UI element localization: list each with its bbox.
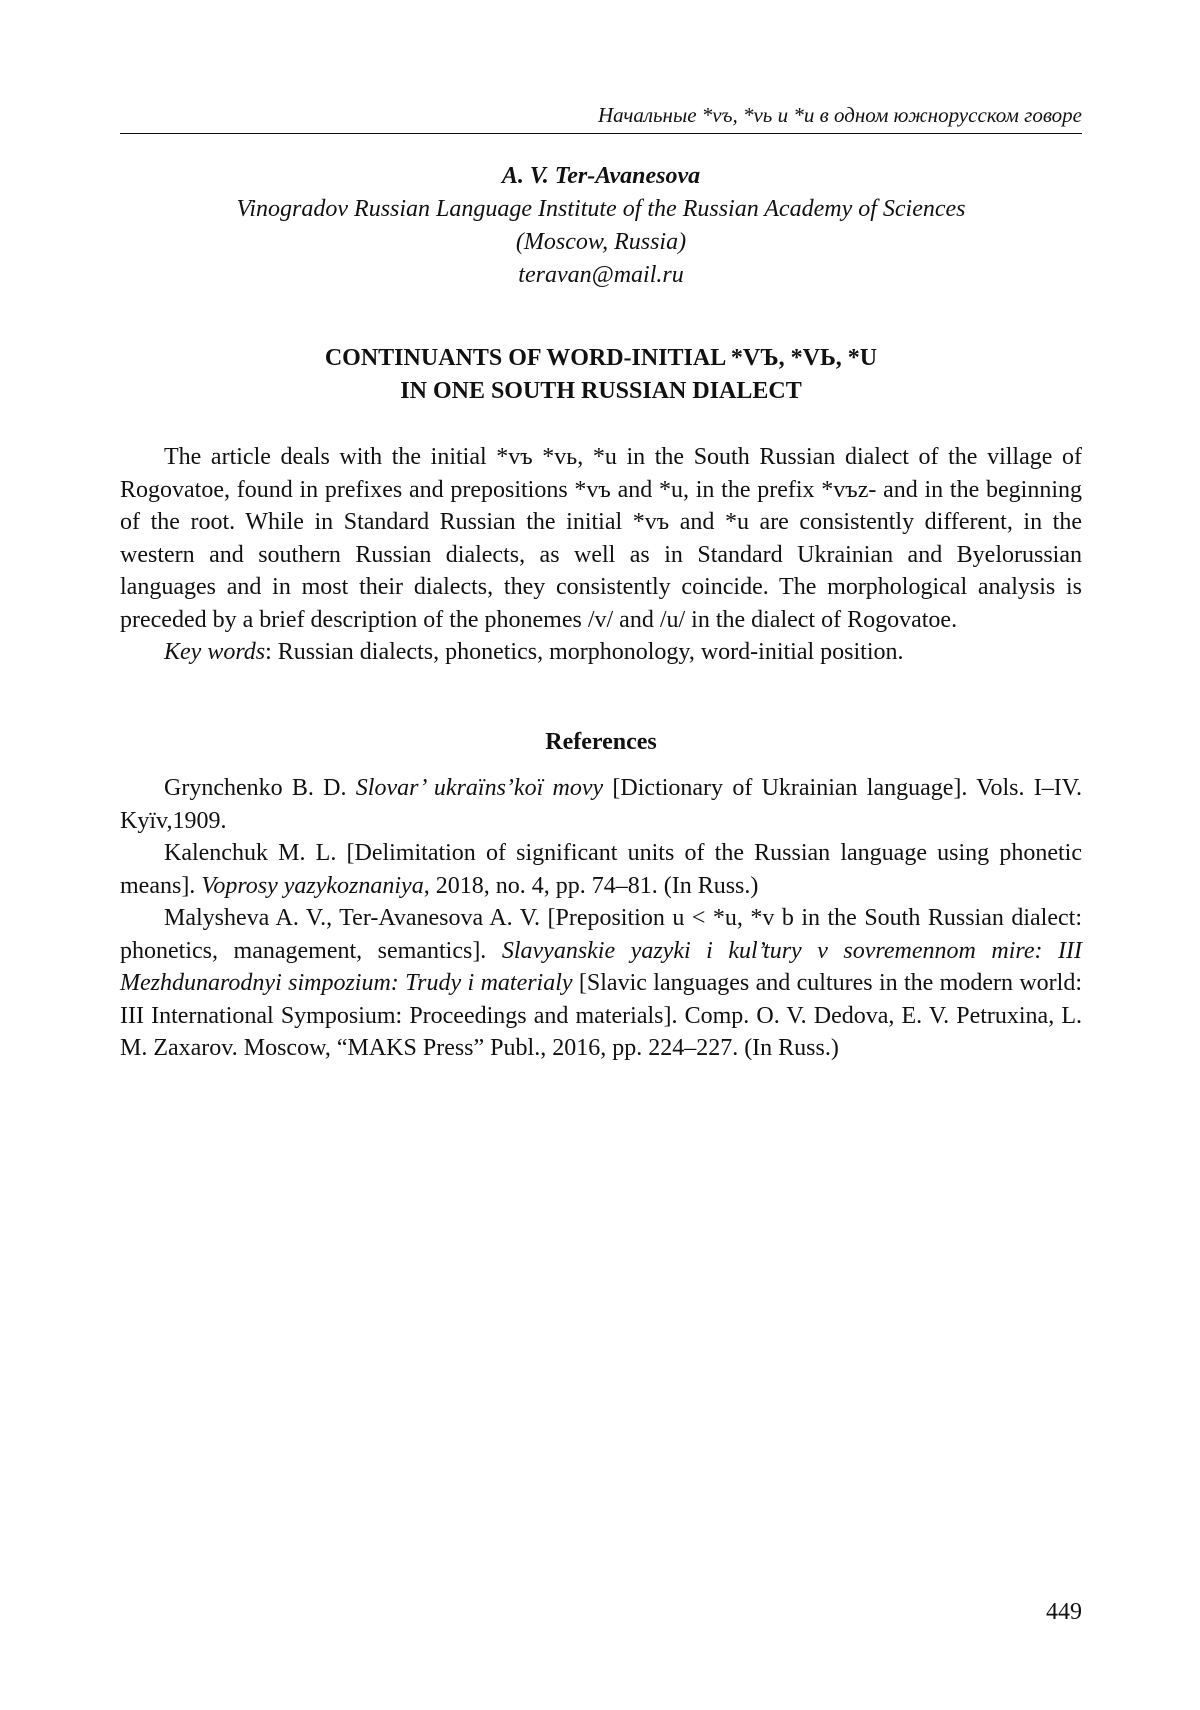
keywords-label: Key words [164, 639, 266, 665]
keywords-text: : Russian dialects, phonetics, morphonology, word-initial position. [265, 639, 904, 665]
reference-text: [Dictionary of Ukrainian language]. Vols. I–IV. Kyïv,1909. [120, 775, 1083, 834]
reference-text: Kalenchuk M. L. [Delimitation of significant units of the Russian language using phonetic means]. [120, 840, 1082, 899]
reference-text: [Slavic languages and cultures in the modern world: III International Symposium: Proceedings and materials]. Comp. O. V. Dedova, E. V. Petruxina, L. M. Zaxarov. Moscow, “MAKS Press” Publ., 2016, pp. 224–227. (In Russ.) [120, 970, 1083, 1061]
author-name: A. V. Ter-Avanesova [501, 163, 701, 189]
reference-text: , 2018, no. 4, pp. 74–81. (In Russ.) [423, 872, 759, 899]
abstract-text: The article deals with the initial *vъ *vь, *u in the South Russian dialect of the village of Rogovatoe, found in prefixes and prepositions *vъ and *u, in the prefix *vъz- and in the beginning of the root. While in Standard Russian the initial *vъ and *u are consistently different, in the western and southern Russian dialects, as well as in Standard Ukrainian and Byelorussian languages and in most their dialects, they consistently coincide. The morphological analysis is preceded by a brief description of the phonemes /v/ and /u/ in the dialect of Rogovatoe. [120, 444, 1082, 633]
abstract [120, 441, 1082, 669]
reference-source-title: Slovar’ ukraïns’koï movy [355, 775, 604, 801]
reference-text: Grynchenko B. D. [164, 775, 356, 801]
running-header: Начальные *vъ, *vь и *u в одном южнорусском говоре [597, 103, 1082, 127]
references-list [120, 772, 1082, 1065]
reference-item [120, 772, 1082, 837]
title-line-2: IN ONE SOUTH RUSSIAN DIALECT [400, 378, 802, 404]
title-line-1: CONTINUANTS OF WORD-INITIAL *VЪ, *VЬ, *U [324, 345, 878, 371]
author-affiliation: Vinogradov Russian Language Institute of the Russian Academy of Sciences [236, 196, 966, 222]
author-email: teravan@mail.ru [518, 262, 684, 288]
keywords [120, 636, 1082, 669]
article-title [120, 342, 1082, 408]
reference-item [120, 902, 1082, 1065]
header-rule [120, 133, 1082, 134]
reference-source-title: Voprosy yazykoznaniya [201, 872, 424, 899]
author-block [120, 160, 1082, 292]
references-heading: References [545, 729, 657, 755]
page-number: 449 [1046, 1599, 1082, 1625]
reference-text: Malysheva A. V., Ter-Avanesova A. V. [Preposition u < *u, *v b in the South Russian dialect: phonetics, management, semantics]. [120, 905, 1082, 964]
reference-source-title: Slavyanskie yazyki i kul’tury v sovremennom mire: III Mezhdunarodnyi simpozium: Trudy i materialy [120, 937, 1082, 996]
author-location: (Moscow, Russia) [515, 229, 687, 255]
reference-item [120, 837, 1082, 902]
